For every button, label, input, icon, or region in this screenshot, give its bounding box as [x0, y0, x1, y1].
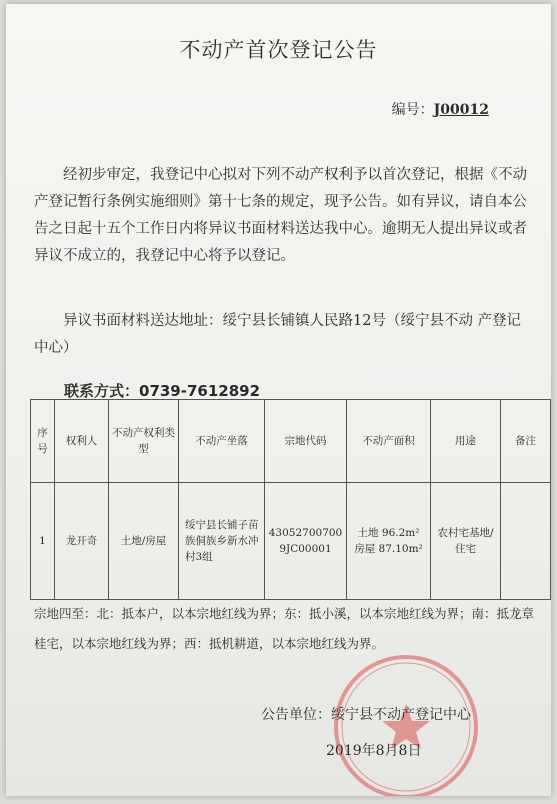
header-cell: 备注 — [501, 400, 551, 483]
number-value: J00012 — [433, 102, 489, 118]
header-cell: 用途 — [431, 400, 501, 483]
document-number — [392, 99, 489, 119]
page-title: 不动产首次登记公告 — [179, 38, 378, 62]
cell-owner: 龙开奇 — [55, 483, 109, 600]
area-house: 房屋 87.10m² — [354, 543, 423, 555]
property-table — [30, 399, 551, 600]
header-cell: 不动产面积 — [347, 400, 431, 483]
notice-paragraph: 经初步审定，我登记中心拟对下列不动产权利予以首次登记，根据《不动产登记暂行条例实施细则》第十七条的规定，现予公告。如有异议，请自本公告之日起十五个工作日内将异议书面材料送达我中心。逾期无人提出异议或者异议不成立的，我登记中心将予以登记。 — [34, 167, 527, 264]
table-row — [31, 483, 551, 600]
issuing-unit: 公告单位：绥宁县不动产登记中心 — [261, 707, 471, 723]
cell-right-type: 土地/房屋 — [109, 483, 179, 600]
header-cell: 权利人 — [55, 400, 109, 483]
area-land: 土地 96.2m² — [357, 527, 420, 539]
cell-area — [347, 483, 431, 600]
header-cell: 宗地代码 — [265, 400, 347, 483]
cell-location: 绥宁县长铺子苗族侗族乡新水冲村3组 — [179, 483, 265, 600]
parcel-boundary: 宗地四至：北：抵本户，以本宗地红线为界；东：抵小溪，以本宗地红线为界；南：抵龙章桂宅，以本宗地红线为界；西：抵机耕道，以本宗地红线为界。 — [34, 606, 535, 651]
contact-info: 联系方式：0739-7612892 — [64, 382, 261, 400]
cell-parcel-code: 430527007009JC00001 — [265, 483, 347, 600]
number-label: 编号： — [391, 102, 434, 118]
header-cell: 不动产坐落 — [179, 400, 265, 483]
objection-address: 异议书面材料送达地址：绥宁县长铺镇人民路12号（绥宁县不动 产登记中心） — [34, 313, 522, 356]
cell-remark — [501, 483, 551, 600]
cell-no: 1 — [31, 483, 55, 600]
header-cell: 序号 — [31, 400, 55, 483]
table-header-row — [31, 400, 551, 483]
document-page — [6, 4, 551, 796]
official-seal-icon — [331, 652, 481, 796]
cell-usage: 农村宅基地/住宅 — [431, 483, 501, 600]
issue-date: 2019年8月8日 — [326, 743, 422, 759]
header-cell: 不动产权利类型 — [109, 400, 179, 483]
